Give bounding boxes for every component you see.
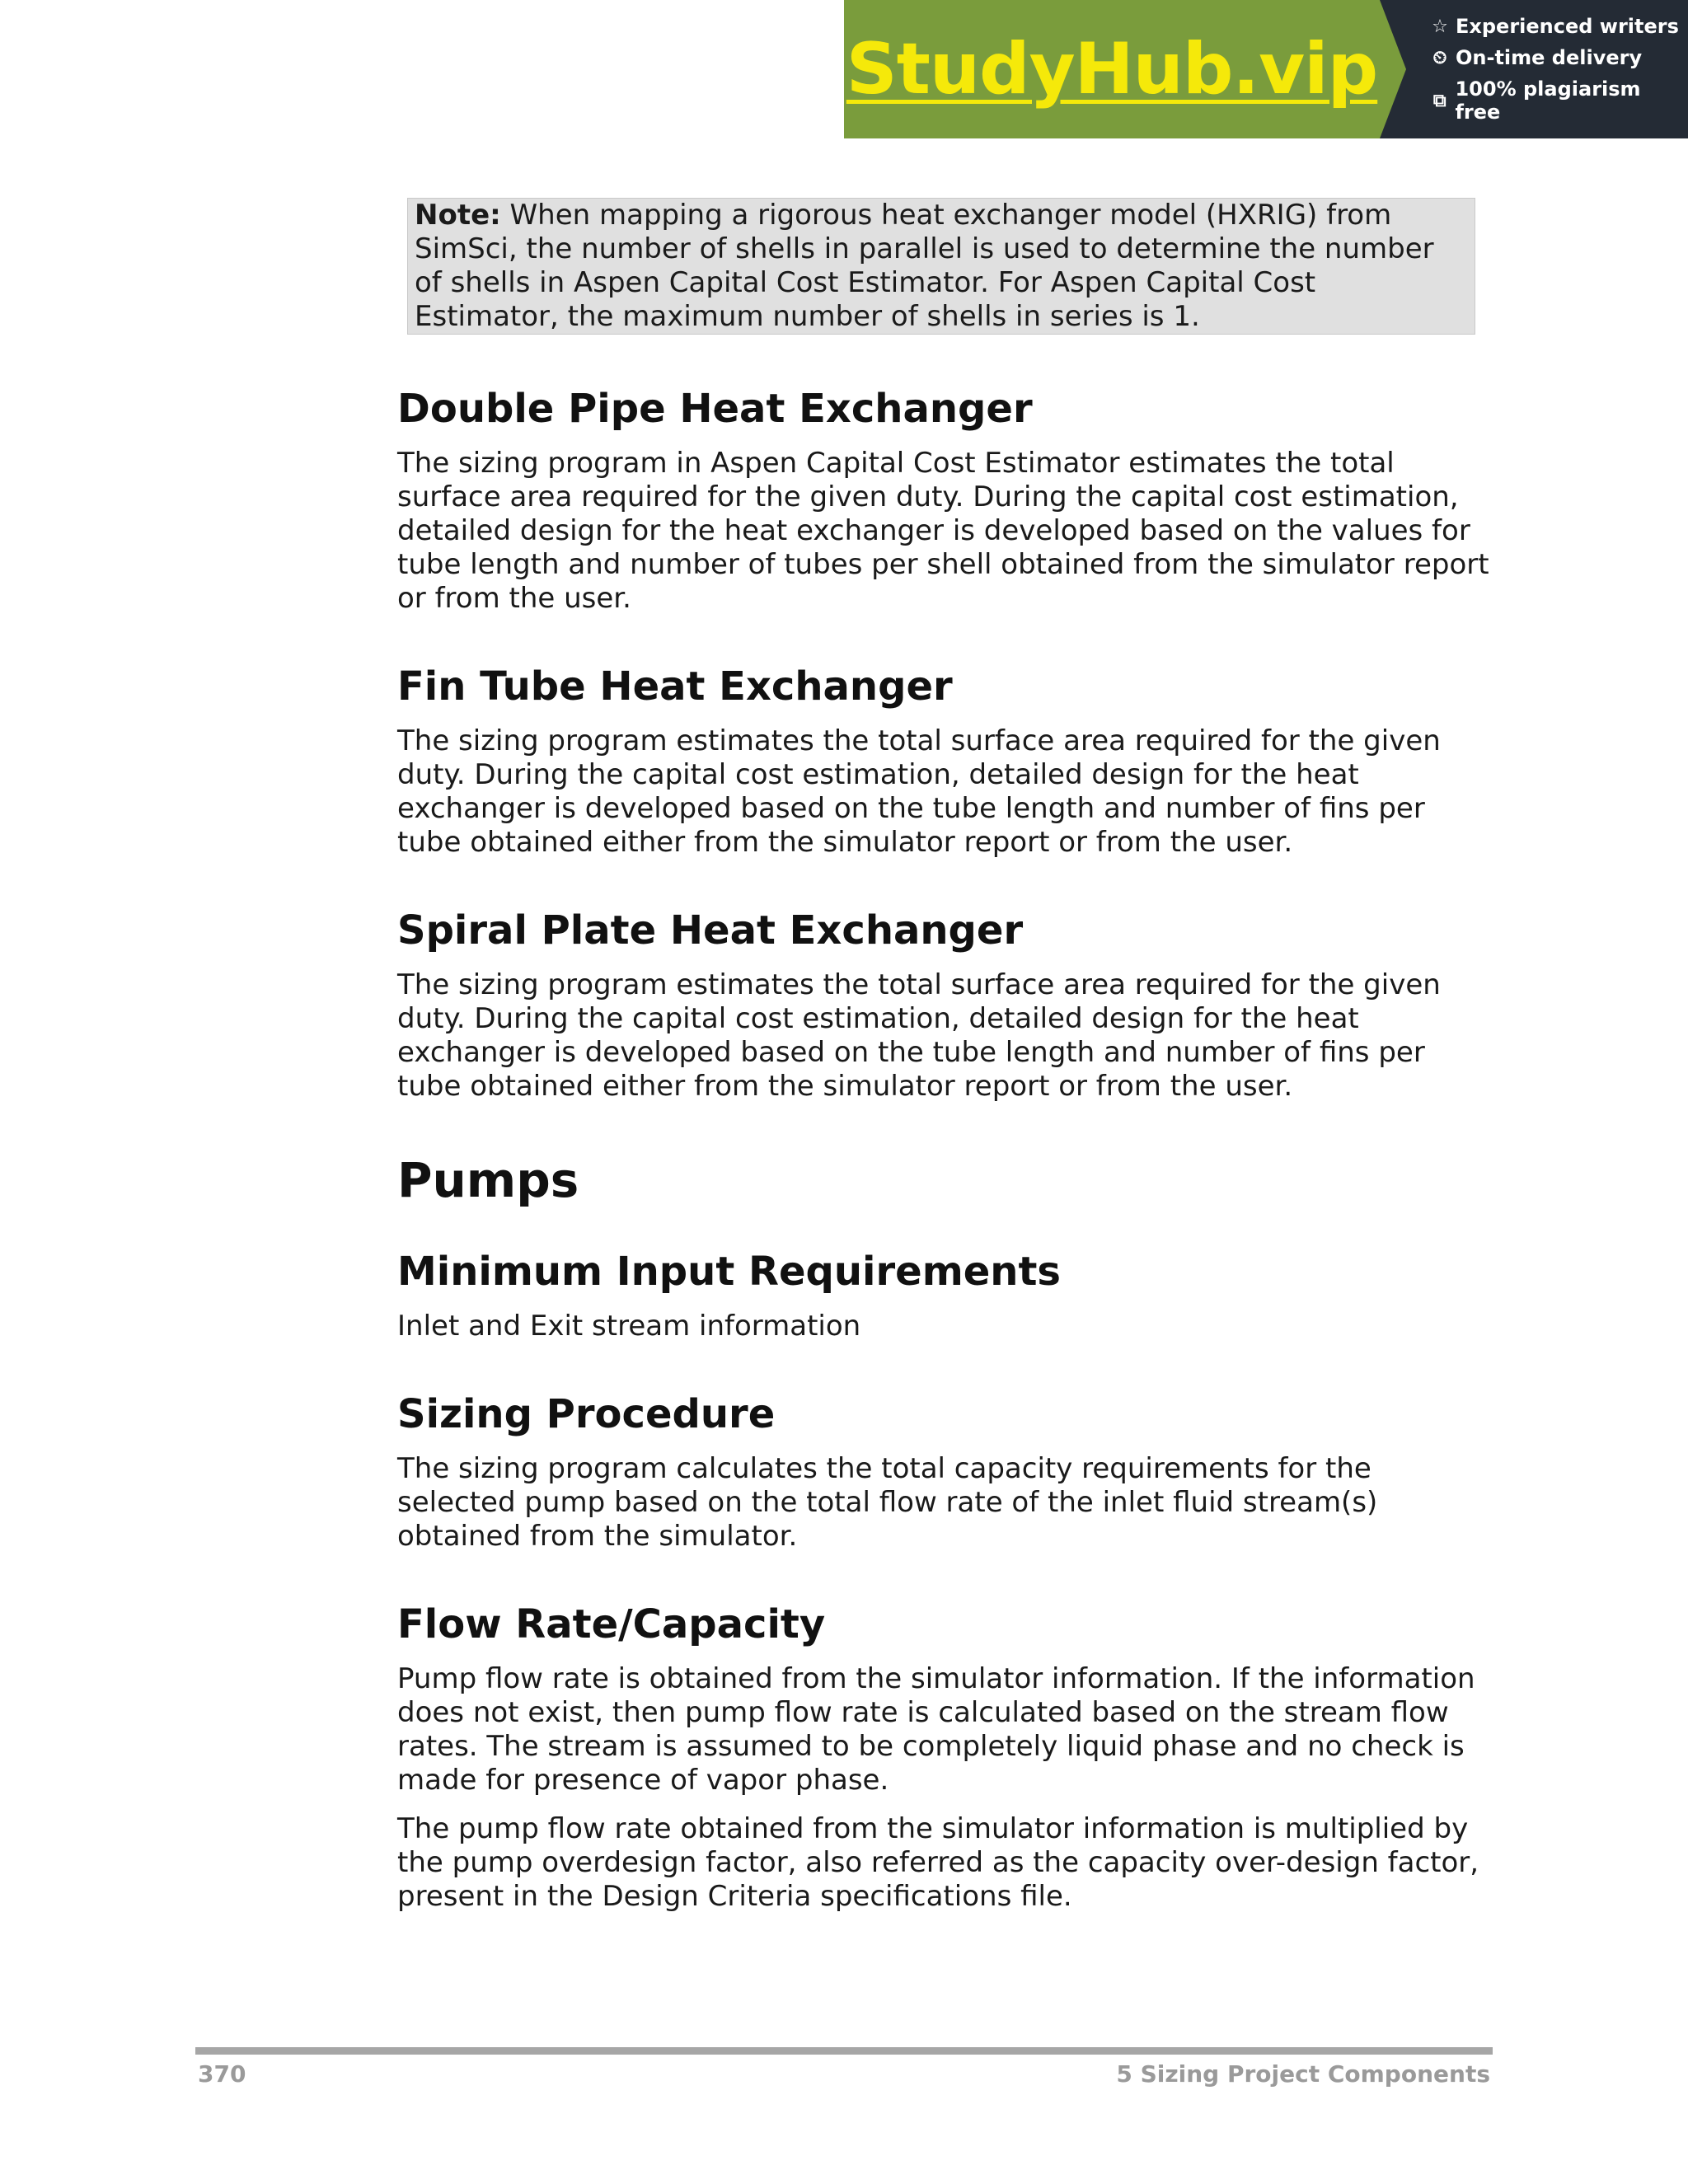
banner-arrow-shape xyxy=(1380,0,1406,138)
note-box xyxy=(407,198,1475,335)
heading-pumps: Pumps xyxy=(397,1152,579,1208)
paragraph-double-pipe: The sizing program in Aspen Capital Cost Estimator estimates the total surface area required for the given duty. During the capital cost estimation, detailed design for the heat exchanger is developed based on the values for tube length and number of tubes per shell obtained from the simulator report or from the user. xyxy=(397,447,1489,615)
paragraph-flow-rate-1: Pump flow rate is obtained from the simulator information. If the information does not exist, then pump flow rate is calculated based on the stream flow rates. The stream is assumed to be completely liquid phase and no check is made for presence of vapor phase. xyxy=(397,1662,1475,1797)
heading-sizing-procedure: Sizing Procedure xyxy=(397,1391,776,1437)
studyhub-banner[interactable] xyxy=(844,0,1688,138)
banner-item-label: On-time delivery xyxy=(1456,46,1643,69)
star-icon: ☆ xyxy=(1432,16,1448,37)
note-label: Note: xyxy=(415,199,501,232)
banner-item-label: Experienced writers xyxy=(1456,15,1679,38)
section-flow-rate xyxy=(397,1601,1493,1914)
clock-icon: ⏲ xyxy=(1432,47,1447,68)
banner-features xyxy=(1380,0,1688,138)
heading-double-pipe: Double Pipe Heat Exchanger xyxy=(397,386,1033,432)
section-spiral-plate xyxy=(397,907,1493,1104)
paragraph-fin-tube: The sizing program estimates the total surface area required for the given duty. During the capital cost estimation, detailed design for the heat exchanger is developed based on the tube length and number of fins per tube obtained either from the simulator report or from the user. xyxy=(397,724,1441,859)
paragraph-min-input: Inlet and Exit stream information xyxy=(397,1310,861,1343)
section-pumps xyxy=(397,1153,1493,1207)
page-footer xyxy=(198,2060,1490,2088)
studyhub-logo[interactable]: StudyHub.vip xyxy=(846,28,1378,110)
banner-logo-panel xyxy=(844,0,1380,138)
heading-min-input: Minimum Input Requirements xyxy=(397,1249,1061,1295)
note-text: When mapping a rigorous heat exchanger model (HXRIG) from SimSci, the number of shells in parallel is used to determine the number of shells in Aspen Capital Cost Estimator. For Aspen Capital Cost Estimator, the maximum number of shells in series is 1. xyxy=(415,199,1434,333)
page-number: 370 xyxy=(198,2060,246,2088)
footer-rule xyxy=(195,2047,1493,2055)
section-min-input xyxy=(397,1249,1493,1343)
chapter-title: 5 Sizing Project Components xyxy=(1116,2060,1490,2088)
banner-item-plagiarism-free xyxy=(1429,77,1688,124)
banner-item-label: 100% plagiarism free xyxy=(1455,77,1641,124)
heading-flow-rate: Flow Rate/Capacity xyxy=(397,1601,826,1647)
document-body xyxy=(397,198,1493,1914)
paragraph-flow-rate-2: The pump flow rate obtained from the simulator information is multiplied by the pump overdesign factor, also referred as the capacity over-design factor, present in the Design Criteria specifications file. xyxy=(397,1812,1479,1913)
paragraph-spiral-plate: The sizing program estimates the total surface area required for the given duty. During the capital cost estimation, detailed design for the heat exchanger is developed based on the tube length and number of fins per tube obtained either from the simulator report or from the user. xyxy=(397,968,1441,1103)
banner-item-on-time-delivery xyxy=(1429,46,1688,69)
banner-item-experienced-writers xyxy=(1429,15,1688,38)
heading-fin-tube: Fin Tube Heat Exchanger xyxy=(397,663,953,710)
section-double-pipe xyxy=(397,386,1493,616)
section-sizing-procedure xyxy=(397,1391,1493,1554)
section-fin-tube xyxy=(397,663,1493,860)
copy-icon: ⧉ xyxy=(1432,90,1447,111)
paragraph-sizing-procedure: The sizing program calculates the total capacity requirements for the selected pump based on the total flow rate of the inlet fluid stream(s) obtained from the simulator. xyxy=(397,1452,1378,1553)
heading-spiral-plate: Spiral Plate Heat Exchanger xyxy=(397,907,1024,954)
